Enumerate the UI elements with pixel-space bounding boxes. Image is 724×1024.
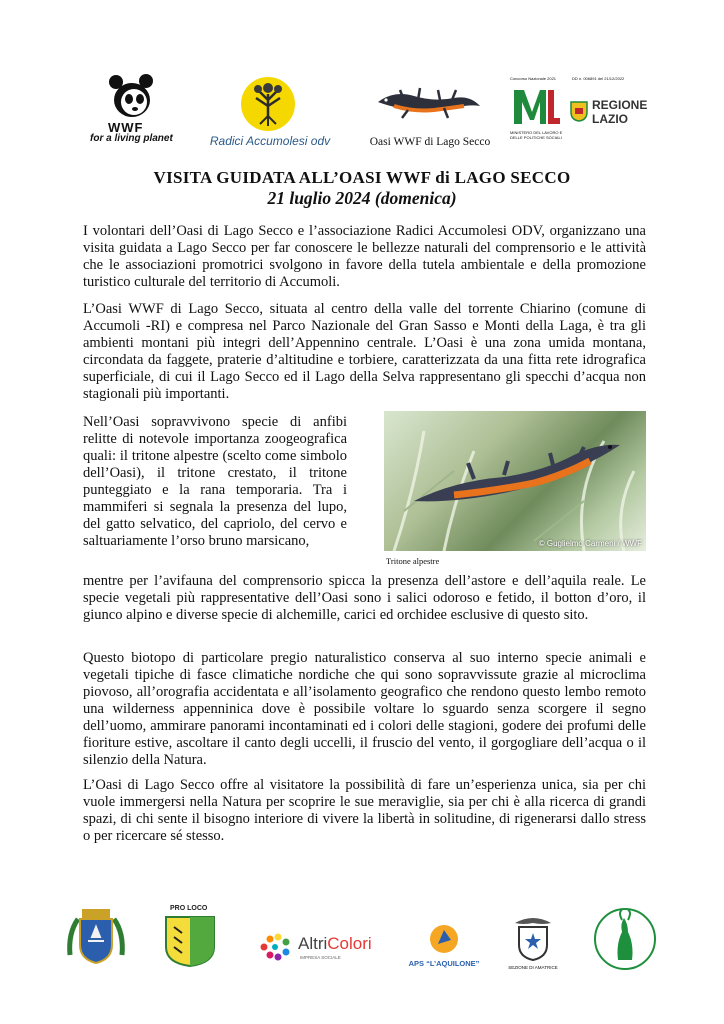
- altricolori-logo: [258, 930, 398, 970]
- wwf-tagline: for a living planet: [90, 133, 173, 144]
- chamois-icon: [594, 908, 656, 970]
- photo-credit: © Guglielmo Carmeni / WWF: [538, 539, 642, 548]
- regione-line1: REGIONE: [592, 98, 648, 112]
- kite-icon: [429, 924, 459, 954]
- radici-logo: [200, 76, 340, 146]
- altricolori-small: IMPRESA SOCIALE: [300, 955, 341, 960]
- proloco-text: PRO LOCO: [170, 905, 208, 912]
- panda-icon: [102, 72, 162, 122]
- proloco-shield-icon: [164, 915, 216, 967]
- cai-eagle-star-icon: [513, 915, 553, 961]
- parco-logo: [594, 908, 658, 972]
- event-date: 21 luglio 2024 (domenica): [267, 188, 457, 208]
- lazio-crest-icon: [570, 100, 588, 122]
- ministry-small-right: DD n. 006891 del 21/12/2022: [572, 76, 625, 81]
- paragraph-fauna-continued: mentre per l’avifauna del comprensorio spicca la presenza dell’astore e dell’aquila reale. Le specie vegetali più rappresentative dell’Oasi sono i salici odoroso e fetido, il botton d’oro, il giunco alpino e diverse specie di alchemille, carici ed orchidee esclusive di questo sito.: [83, 573, 646, 623]
- newt-icon: [374, 82, 484, 122]
- wwf-logo: [90, 72, 173, 144]
- regione-line2: LAZIO: [592, 112, 628, 126]
- cai-text: SEZIONE DI AMATRICE: [508, 965, 558, 970]
- aquilone-logo: [404, 924, 484, 974]
- radici-text: Radici Accumolesi odv: [209, 134, 331, 148]
- comune-crest-icon: [64, 905, 128, 969]
- altricolori-text-1: Altri: [298, 934, 328, 953]
- paragraph-biotope: Questo biotopo di particolare pregio naturalistico conserva al suo interno specie animali e vegetali tipiche di fasce climatiche nordiche che qui sono sopravvissute grazie al microclima piovoso, all’orografia accidentata e all’isolamento geografico che rendono questo lembo remoto una wilderness appenninica dove è possibile voltare lo sguardo senza scorgere il segno dell’uomo, ammirare panorami incontaminati ed i colori delle stagioni, godere dei profumi delle fioriture estive, ascoltare il canto degli uccelli, il fruscio del vento, il gorgogliare dell’acqua o il silenzio della Natura.: [83, 650, 646, 768]
- oasi-logo: [360, 78, 500, 148]
- photo-caption: Tritone alpestre: [386, 556, 440, 566]
- paragraph-oasi-description: L’Oasi WWF di Lago Secco, situata al centro della valle del torrente Chiarino (comune di Accumoli -RI) e compresa nel Parco Nazionale del Gran Sasso e Monti della Laga, è tra gli ambienti montani più integri dell’Appennino centrale. L’Oasi è una zona umida montana, circondata da faggete, praterie d’altitudine e torbiere, caratterizzata da una fitta rete idrografica superficiale, di cui il Lago Secco ed il Lago della Selva rappresentano gli specchi d’acqua non stagionali più importanti.: [83, 301, 646, 402]
- newt-photo: [384, 411, 646, 551]
- wwf-text: WWF: [108, 120, 144, 135]
- ministry-caption: MINISTERO DEL LAVORO E DELLE POLITICHE SOCIALI: [510, 130, 563, 140]
- colored-dots-icon: [258, 932, 292, 962]
- ministry-regione-logos: [508, 76, 648, 146]
- aquilone-text: APS “L’AQUILONE”: [408, 959, 480, 968]
- ministry-ml-icon: [510, 84, 560, 130]
- paragraph-experience: L’Oasi di Lago Secco offre al visitatore la possibilità di fare un’esperienza unica, sia per chi vuole immergersi nella Natura per scoprire le sue meraviglie, sia per chi è alla ricerca di grandi spazi, di chi sente il bisogno interiore di vivere la libertà in solitudine, di rigenerarsi dallo stress o per ricercare sé stesso.: [83, 777, 646, 844]
- tree-roots-icon: [238, 76, 298, 132]
- cai-logo: [500, 915, 566, 975]
- proloco-logo: [164, 905, 224, 969]
- page-title: VISITA GUIDATA ALL’OASI WWF di LAGO SECCO: [153, 168, 571, 187]
- paragraph-fauna: Nell’Oasi sopravvivono specie di anfibi relitte di notevole importanza zoogeografica quali: il tritone alpestre (scelto come simbolo dell’Oasi), il tritone crestato, il tritone punteggiato e la rana temporaria. Tra i mammiferi si segnala la presenza del lupo, del gatto selvatico, del capriolo, del cervo e saltuariamente l’orso bruno marsicano,: [83, 414, 347, 549]
- paragraph-intro: I volontari dell’Oasi di Lago Secco e l’associazione Radici Accumolesi ODV, organizzano una visita guidata a Lago Secco per far conoscere le bellezze naturali del comprensorio e le attività che le associazioni promotrici svolgono in favore della tutela ambientale e della promozione turistico culturale del territorio di Accumoli.: [83, 223, 646, 290]
- altricolori-text-2: Colori: [327, 934, 372, 953]
- oasi-text: Oasi WWF di Lago Secco: [369, 136, 491, 148]
- ministry-small-left: Concorso Nazionale 2021: [510, 76, 557, 81]
